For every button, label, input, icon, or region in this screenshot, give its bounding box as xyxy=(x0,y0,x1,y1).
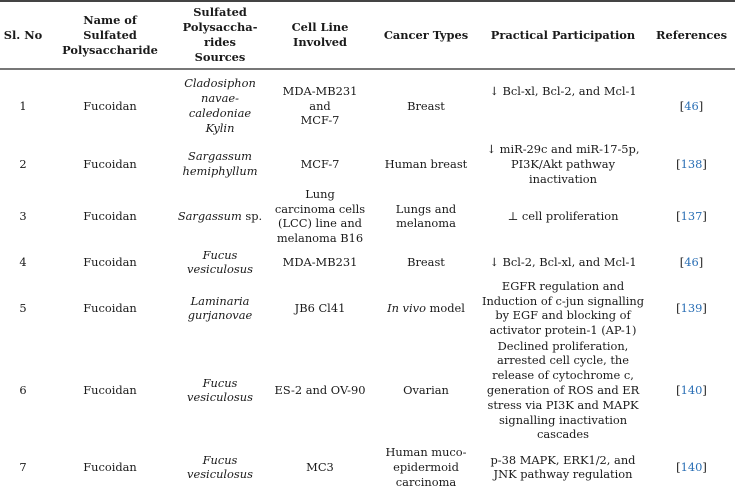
cell-name: Fucoidan xyxy=(83,459,137,474)
cell-name: Fucoidan xyxy=(83,254,137,269)
cell-reference: [137] xyxy=(676,208,707,223)
cell-sl-no: 3 xyxy=(19,208,27,223)
cell-cancer-type: Human breast xyxy=(384,156,468,171)
cell-cell-line: Lung carcinoma cells (LCC) line and melanoma B16 xyxy=(274,186,366,246)
reference-link[interactable]: 140 xyxy=(680,382,703,397)
reference-link[interactable]: 46 xyxy=(684,98,699,113)
cell-source: Sargassum hemiphyllum xyxy=(182,149,258,179)
reference-link[interactable]: 46 xyxy=(684,254,699,269)
header-name: Name of Sulfated Polysaccharide xyxy=(62,12,158,57)
header-cell-line: Cell Line Involved xyxy=(291,20,349,49)
cell-source: Cladosiphon navae-caledoniae Kylin xyxy=(184,76,256,135)
cell-reference: [140] xyxy=(676,382,707,397)
cell-sl-no: 5 xyxy=(19,300,27,315)
cell-source: Fucus vesiculosus xyxy=(187,247,253,277)
cell-cell-line: MCF-7 xyxy=(300,156,340,171)
table-header-row xyxy=(0,1,735,69)
header-practical-participation: Practical Participation xyxy=(490,27,636,42)
cell-cancer-type: Lungs and melanoma xyxy=(395,201,457,231)
reference-link[interactable]: 138 xyxy=(680,156,703,171)
cell-sl-no: 6 xyxy=(19,382,27,397)
cell-sl-no: 1 xyxy=(19,98,27,113)
cell-cancer-type: Human muco- epidermoid carcinoma xyxy=(385,445,467,489)
cell-cell-line: MDA-MB231 xyxy=(282,254,358,269)
cell-sl-no: 4 xyxy=(19,254,27,269)
cell-reference: [140] xyxy=(676,459,707,474)
cell-name: Fucoidan xyxy=(83,382,137,397)
cell-name: Fucoidan xyxy=(83,300,137,315)
header-sl-no: Sl. No xyxy=(3,27,43,42)
cell-practical: ⊥ cell proliferation xyxy=(507,208,619,223)
cell-cell-line: MC3 xyxy=(306,459,334,474)
cell-name: Fucoidan xyxy=(83,98,137,113)
cell-cell-line: ES-2 and OV-90 xyxy=(274,382,366,397)
cell-practical: ↓ Bcl-2, Bcl-xl, and Mcl-1 xyxy=(489,254,637,269)
table-row xyxy=(0,142,735,186)
cell-source: Laminaria gurjanovae xyxy=(187,293,253,323)
table-row xyxy=(0,246,735,278)
cell-cancer-type: In vivo model xyxy=(387,300,465,315)
cell-cancer-type: Breast xyxy=(407,254,445,269)
cell-source: Fucus vesiculosus xyxy=(187,375,253,405)
table-row xyxy=(0,278,735,338)
cell-name: Fucoidan xyxy=(83,156,137,171)
cell-reference: [46] xyxy=(679,254,704,269)
reference-link[interactable]: 139 xyxy=(680,300,703,315)
cell-cancer-type: Breast xyxy=(407,98,445,113)
header-cancer-types: Cancer Types xyxy=(383,27,469,42)
cell-practical: ↓ Bcl-xl, Bcl-2, and Mcl-1 xyxy=(489,84,637,98)
cell-name: Fucoidan xyxy=(83,208,137,223)
header-sources: Sulfated Polysaccha- rides Sources xyxy=(182,5,258,64)
reference-link[interactable]: 137 xyxy=(680,208,703,223)
reference-link[interactable]: 140 xyxy=(680,459,703,474)
cell-cancer-type: Ovarian xyxy=(403,382,449,397)
cell-cell-line: MDA-MB231 and MCF-7 xyxy=(282,83,358,128)
cell-practical: ↓ miR-29c and miR-17-5p, PI3K/Akt pathway inactivation xyxy=(486,142,640,186)
cell-sl-no: 2 xyxy=(19,156,27,171)
cell-reference: [138] xyxy=(676,156,707,171)
cell-reference: [46] xyxy=(679,98,704,113)
table-row xyxy=(0,442,735,492)
cell-practical: Declined proliferation, arrested cell cycle, the release of cytochrome c, generation of ROS and ER stress via PI3K and MAPK signalling inactivation cascades xyxy=(486,338,640,442)
cell-reference: [139] xyxy=(676,300,707,315)
table-row xyxy=(0,186,735,246)
header-references: References xyxy=(656,27,727,42)
cell-practical: p-38 MAPK, ERK1/2, and JNK pathway regulation xyxy=(490,452,636,482)
cell-source: Sargassum sp. xyxy=(177,208,263,223)
cell-cell-line: JB6 Cl41 xyxy=(294,300,346,315)
cell-sl-no: 7 xyxy=(19,459,27,474)
cell-practical: EGFR regulation and Induction of c-jun signalling by EGF and blocking of activator protein-1 (AP-1) xyxy=(481,278,645,338)
table-row xyxy=(0,69,735,142)
table-row xyxy=(0,338,735,442)
cell-source: Fucus vesiculosus xyxy=(187,452,253,482)
